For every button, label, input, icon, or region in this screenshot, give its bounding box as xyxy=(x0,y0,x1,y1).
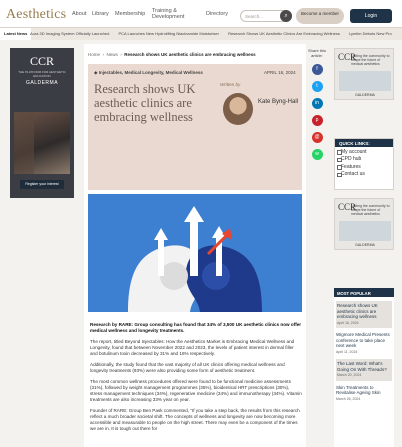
tag-icon: ◆ xyxy=(94,70,99,75)
quick-links xyxy=(334,138,394,190)
popular-item-title[interactable]: The Last Word: What's Going On With Threads? xyxy=(337,361,387,372)
search-icon[interactable]: ⌕ xyxy=(280,10,292,22)
article-categories: ◆ Injectables, Medical Longevity, Medical Wellness xyxy=(94,70,203,75)
article-illustration xyxy=(88,194,302,312)
breadcrumb-home[interactable]: Home xyxy=(88,52,101,57)
nav-membership[interactable]: Membership xyxy=(115,11,146,17)
article-date: APRIL 16, 2024 xyxy=(264,70,296,75)
linkedin-icon[interactable]: in xyxy=(312,98,323,109)
article-lead: Research by RARE: Group consulting has found that 34% of 3,500 UK aesthetic clinics now offer medical wellness and longevity treatments. xyxy=(90,322,302,333)
quick-link-features[interactable]: Features xyxy=(335,162,393,170)
popular-item[interactable] xyxy=(336,385,392,403)
pinterest-icon[interactable]: p xyxy=(312,115,323,126)
whatsapp-icon[interactable]: w xyxy=(312,149,323,160)
breadcrumb: Home › News › Research shows UK aesthetic clinics are embracing wellness xyxy=(88,52,256,57)
article-paragraph: Additionally, the study found that the vast majority of all UK clinics offering medical wellness and longevity treatments (93%) were also providing some form of aesthetic treatment. xyxy=(90,362,285,373)
become-member-button[interactable]: Become a member xyxy=(296,8,344,24)
ad-photo-overlay xyxy=(14,112,34,174)
share-label: Share this article: xyxy=(308,48,327,58)
left-advert[interactable] xyxy=(10,48,74,198)
popular-item-date: March 26, 2024 xyxy=(336,396,361,401)
breadcrumb-news[interactable]: News xyxy=(106,52,118,57)
nav-library[interactable]: Library xyxy=(92,11,109,17)
right-advert-2[interactable] xyxy=(334,198,394,250)
quick-link-my-account[interactable]: My account xyxy=(335,147,393,155)
search-input[interactable]: Search... xyxy=(240,10,292,22)
news-ticker xyxy=(0,28,402,40)
twitter-icon[interactable]: t xyxy=(312,81,323,92)
ticker-item[interactable]: PCA Launches New Hydrolifting Niacinamide Moisturiser xyxy=(118,31,219,36)
ad-brand: GALDERMA xyxy=(355,93,375,97)
article-paragraph: The most common wellness procedures offered were found to be functional medicine assessments (31%), followed by weight management programmes (35%), bioidentical HRT prescriptions (30%), stress management techniques (34%), regenerative medicine (34%) and immunotherapy (34%). Vitamin treatments are also increasing 33% year on year. xyxy=(90,379,302,402)
quick-link-cpd-hub[interactable]: CPD hub xyxy=(335,155,393,163)
popular-item-date: April 11, 2024 xyxy=(336,349,358,354)
ad-title: CCR xyxy=(29,54,54,68)
popular-item-date: March 20, 2024 xyxy=(337,373,362,377)
email-icon[interactable]: @ xyxy=(312,132,323,143)
article-body xyxy=(90,322,302,437)
ad-subtitle: THE PLATFORM FOR AESTHETIC EDUCATION xyxy=(18,70,66,78)
ad-register-button[interactable]: Register your interest xyxy=(20,180,64,189)
ad-title: CCR xyxy=(338,202,357,212)
article-paragraph: Founder of RARE: Group Ben Pask commented, "If you take a step back, the results from this research reflect a much broader societal shift. The concepts of wellness and longevity are now becoming more accessible and measurable to people on the high street. There may even be a component of the times we are in. It is tough out there for xyxy=(90,408,300,431)
site-logo[interactable]: Aesthetics xyxy=(6,7,67,22)
quick-links-title: QUICK LINKS: xyxy=(335,139,393,147)
article xyxy=(84,44,306,447)
popular-item[interactable] xyxy=(336,332,392,355)
facebook-icon[interactable]: f xyxy=(312,64,323,75)
ticker-item[interactable]: Lymlim Debuts New Pro xyxy=(348,31,392,36)
site-header xyxy=(0,0,402,28)
nav-about[interactable]: About xyxy=(72,11,87,17)
article-paragraph: The report, titled Beyond Injectables: How the Aesthetics Market is Embracing Medical Wellness and Longevity, found that between November 2022 and 2023, the levels of patient interest in dermal filler and botulinum toxin decreased by 31% and 16% respectively. xyxy=(90,339,295,356)
most-popular xyxy=(334,288,394,447)
popular-item[interactable] xyxy=(336,301,392,328)
ad-title: CCR xyxy=(338,52,357,62)
ad-brand: GALDERMA xyxy=(25,80,59,86)
popular-item[interactable] xyxy=(336,359,392,381)
ad-image xyxy=(339,221,391,241)
popular-item-title[interactable]: Wigmore Medical Presents conference to take place next week xyxy=(336,332,390,348)
ad-brand: GALDERMA xyxy=(355,243,375,247)
ad-text: Uniting the community to shape the future of medical aesthetics xyxy=(351,54,390,66)
right-advert[interactable] xyxy=(334,48,394,100)
ticker-item[interactable]: Research Shows UK Aesthetic Clinics Are Embracing Wellness xyxy=(228,31,340,36)
article-headline: Research shows UK aesthetic clinics are embracing wellness xyxy=(94,82,196,124)
nav-training[interactable]: Training & Development xyxy=(152,8,185,20)
article-hero xyxy=(88,64,302,190)
nav-directory[interactable]: Directory xyxy=(206,11,229,17)
breadcrumb-current: Research shows UK aesthetic clinics are embracing wellness xyxy=(124,52,256,57)
most-popular-title: MOST POPULAR xyxy=(334,288,394,297)
ad-image xyxy=(339,71,391,91)
login-button[interactable]: Login xyxy=(350,9,392,23)
ad-text: Uniting the community to shape the future of medical aesthetics xyxy=(351,204,390,216)
author-avatar[interactable] xyxy=(223,93,253,125)
quick-link-contact-us[interactable]: Contact us xyxy=(335,170,393,178)
wellness-illustration xyxy=(88,194,302,312)
written-by-label: Written by xyxy=(220,82,241,87)
ticker-label: Latest News xyxy=(0,28,31,40)
popular-item-title[interactable]: Research shows UK aesthetic clinics are embracing wellness xyxy=(337,303,378,319)
share-column xyxy=(308,48,326,160)
ticker-item[interactable]: Aura 3D Imaging System Officially Launched xyxy=(30,31,110,36)
author-name[interactable]: Kate Byng-Hall xyxy=(258,99,299,105)
popular-item-title[interactable]: Skin Treatments to Revitalise Ageing Skin xyxy=(336,384,381,395)
popular-item-date: April 16, 2024 xyxy=(337,320,359,325)
